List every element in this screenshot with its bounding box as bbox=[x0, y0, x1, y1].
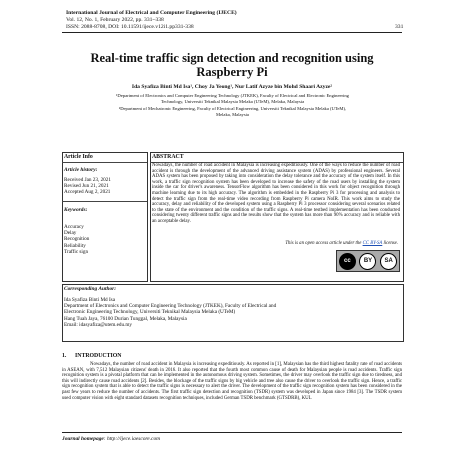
abstract-text: Nowadays, the number of road accident in Malaysia is increasing expeditiously. One of the ways to reduce the number of road accident is through the development of the advanced driving assistance system (ADAS) by professional engineers. Several ADAS system has been proposed by taking into consideration the delay tolerance and the accuracy of the system itself. In this work, a traffic sign recognition system has been developed to increase the safety of the road users by installing the system inside the car for driver's awareness. TensorFlow algorithm has been considered in this work for object recognition through machine learning due to its high accuracy. The algorithm is embedded in the Raspberry Pi 3 for processing and analysis to detect the traffic sign from the real-time video recording from Raspberry Pi camera NoIR. This work aims to study the accuracy, delay and reliability of the developed system using a Raspberry Pi 3 processor considering several scenarios related to the state of the environment and the condition of the traffic signs. A real-time testbed implementation has been conducted considering twenty different traffic signs and the results show that the system has more than 90% accuracy and is reliable with an acceptable delay. bbox=[152, 163, 400, 224]
corresponding-dept: Department of Electronics and Computer Engineering Technology (JTKEK), Faculty of Electrical and bbox=[64, 303, 277, 310]
corresponding-name: Ida Syafiza Binti Md Isa bbox=[64, 297, 115, 303]
keyword-list bbox=[64, 224, 89, 255]
corresponding-faculty: Electronic Engineering Technology, Universiti Teknikal Malaysia Melaka (UTeM) bbox=[64, 309, 236, 316]
cc-license-badge[interactable] bbox=[336, 250, 400, 272]
history-accepted: Accepted Aug 2, 2021 bbox=[64, 189, 111, 195]
homepage-url[interactable]: : http://ijece.iaescore.com bbox=[103, 436, 161, 442]
history-label: Article history: bbox=[64, 167, 98, 173]
abstract-heading: ABSTRACT bbox=[152, 154, 184, 160]
corresponding-details bbox=[64, 297, 394, 328]
history-list bbox=[64, 177, 111, 195]
introduction-heading: 1. INTRODUCTION bbox=[62, 353, 122, 359]
corresponding-email[interactable]: Email: idasyafiza@utem.edu.my bbox=[64, 321, 133, 328]
license-suffix: license. bbox=[382, 241, 398, 246]
page-number: 331 bbox=[395, 24, 404, 30]
affiliation-2 bbox=[80, 106, 385, 117]
paper-title bbox=[62, 51, 402, 79]
journal-homepage bbox=[62, 436, 160, 442]
open-access-text: This is an open access article under the bbox=[285, 241, 363, 246]
history-revised: Revised Jun 21, 2021 bbox=[64, 183, 109, 189]
article-info-heading: Article Info bbox=[64, 154, 93, 160]
affiliation-1-line-1: ¹Department of Electronics and Computer Engineering Technology (JTKEK), Faculty of Electrical and Electronic Engineering bbox=[116, 93, 349, 98]
introduction-text: Nowadays, the number of road accident in Malaysia is increasing expeditiously. As reported in [1], Malaysian has the third highest fatality rate of road accidents in ASEAN, with 7,512 Malaysian citizens' death in 2016. It also reported that the fourth most common cause of death for Malaysian people is road accidents. Traffic sign recognition system is a pivotal platform that can be implemented in the autonomous driving system. Sometimes, the driver may overlook the traffic sign due to tiredness, and this will indirectly cause road accidents [2]. Besides, the blockage of the traffic signs by big vehicle and tree also cause the driver to overlook the traffic sign. Hence, a traffic sign recognition system that is able to detect the traffic signs is necessary to alert the driver. The development of the traffic sign recognition system has been considered in the past few years to reduce the number of accidents. The first traffic sign detection and recognition (TSDR) system was developed in Japan since 1984 [3]. The TSDR system used computer vision with eight standard datasets recognition techniques, included German TSDR benchmark (GTSDRB), KUL bbox=[62, 362, 402, 401]
title-line-2: Raspberry Pi bbox=[196, 65, 268, 79]
affiliation-2-line-1: ²Department of Mechatronic Engineering, Faculty of Electrical Engineering, Universiti Teknikal Malaysia Melaka (UTeM), bbox=[118, 106, 347, 111]
affiliation-1-line-2: Technology, Universiti Teknikal Malaysia Melaka (UTeM), Melaka, Malaysia bbox=[160, 98, 305, 104]
keyword-item: Traffic sign bbox=[64, 248, 89, 255]
footer-rule bbox=[62, 432, 402, 433]
affiliation-2-line-2: Melaka, Malaysia bbox=[216, 111, 249, 117]
title-line-1: Real-time traffic sign detection and recognition using bbox=[90, 51, 374, 65]
header-rule bbox=[62, 32, 402, 33]
corresponding-address: Hang Tuah Jaya, 76100 Durian Tunggal, Melaka, Malaysia bbox=[64, 315, 187, 322]
keyword-item: Delay bbox=[64, 230, 77, 237]
affiliation-1 bbox=[80, 93, 385, 104]
history-received: Received Jan 23, 2021 bbox=[64, 177, 111, 183]
by-icon: BY bbox=[359, 253, 376, 270]
journal-name: International Journal of Electrical and Computer Engineering (IJECE) bbox=[66, 10, 237, 16]
keyword-item: Accuracy bbox=[64, 224, 84, 230]
journal-volume: Vol. 12, No. 1, February 2022, pp. 331~338 bbox=[66, 17, 164, 23]
keyword-item: Reliability bbox=[64, 242, 86, 249]
keyword-item: Recognition bbox=[64, 236, 90, 243]
open-access-note bbox=[228, 241, 398, 246]
license-link[interactable]: CC BY-SA bbox=[362, 241, 383, 246]
journal-issn: ISSN: 2088-8708, DOI: 10.11591/ijece.v12i1.pp331-338 bbox=[66, 24, 194, 30]
article-info-rule bbox=[62, 162, 147, 163]
corresponding-heading: Corresponding Author: bbox=[64, 286, 117, 292]
author-list: Ida Syafiza Binti Md Isa¹, Choy Ja Yeong¹, Nur Latif Azyze bin Mohd Shaari Azyze² bbox=[131, 84, 333, 90]
homepage-label: Journal homepage bbox=[62, 436, 104, 442]
cc-icon: cc bbox=[339, 253, 356, 270]
keywords-label: Keywords: bbox=[64, 207, 88, 213]
sa-icon: SA bbox=[380, 253, 397, 270]
history-rule bbox=[62, 201, 147, 202]
